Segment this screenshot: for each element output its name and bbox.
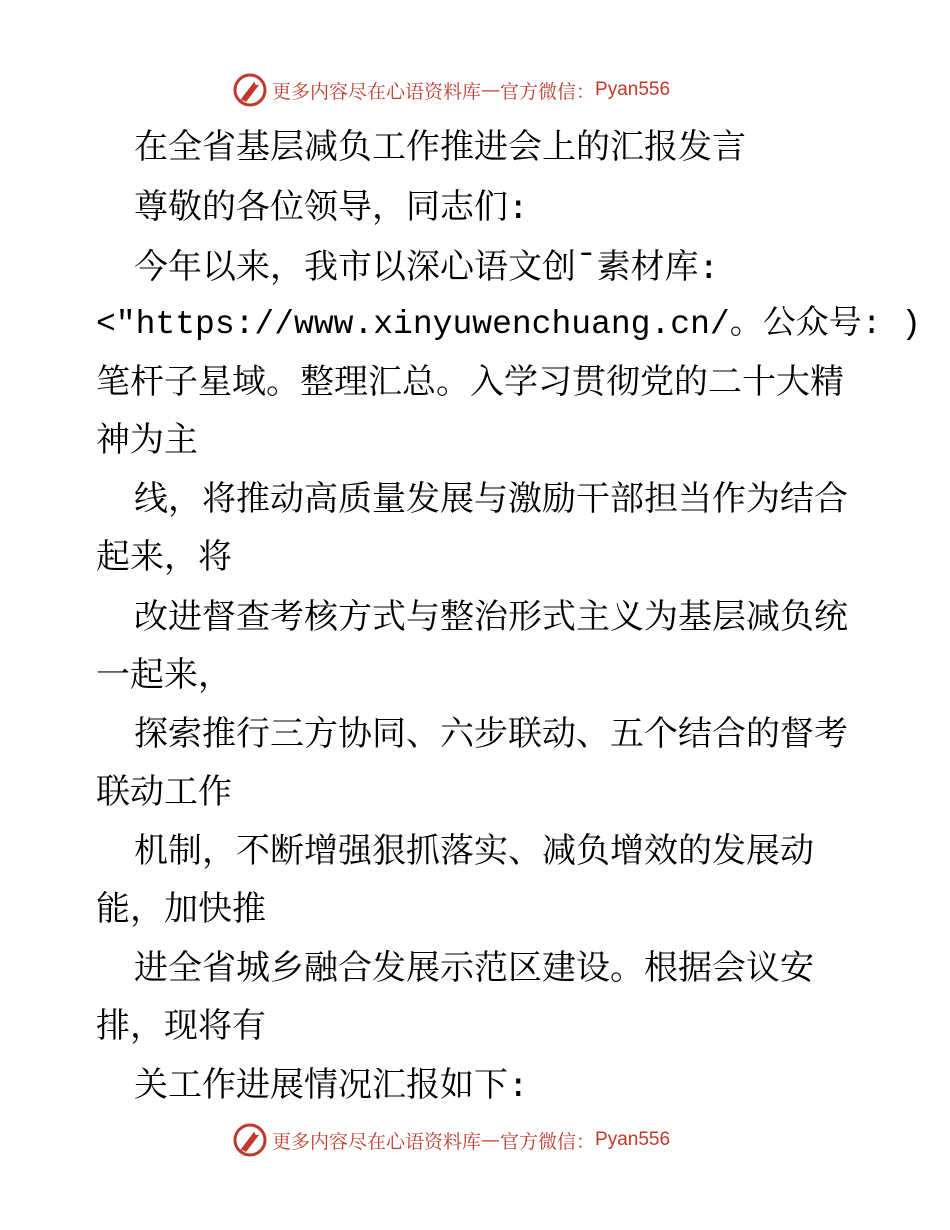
pen-circle-logo-icon xyxy=(232,72,268,108)
watermark-suffix: 官方微信： xyxy=(500,80,596,103)
watermark-text: 更多内容尽在心语资料库 xyxy=(272,80,482,103)
watermark-suffix: 官方微信： xyxy=(500,1130,596,1153)
text-line: 排，现将有 xyxy=(96,1006,266,1046)
text-line: 机制，不断增强狠抓落实、减负增效的发展动 xyxy=(134,831,814,871)
watermark-handle: Pyan556 xyxy=(595,1129,671,1150)
pen-circle-logo-icon xyxy=(232,1122,268,1158)
text-line: 神为主 xyxy=(96,420,198,460)
text-line: 尊敬的各位领导，同志们: xyxy=(134,187,529,227)
text-line: 改进督查考核方式与整治形式主义为基层减负统 xyxy=(134,597,848,637)
text-line-url: <"https://www.xinyuwenchuang.cn/。公众号: ) xyxy=(96,306,922,343)
watermark-banner-bottom xyxy=(232,1120,670,1160)
text-line: 笔杆子星域。整理汇总。入学习贯彻党的二十大精 xyxy=(96,362,844,402)
text-line: 进全省城乡融合发展示范区建设。根据会议安 xyxy=(134,948,814,988)
watermark-separator: — xyxy=(481,1129,501,1151)
text-line: 探索推行三方协同、六步联动、五个结合的督考 xyxy=(134,714,848,754)
text-line: 线，将推动高质量发展与激励干部担当作为结合 xyxy=(134,479,848,519)
text-line: 关工作进展情况汇报如下: xyxy=(134,1065,529,1105)
watermark-banner-top xyxy=(232,70,670,110)
text-line: 一起来， xyxy=(96,655,232,695)
text-line: 今年以来，我市以深心语文创¯素材库: xyxy=(134,247,719,287)
watermark-handle: Pyan556 xyxy=(595,79,671,100)
text-line: 起来，将 xyxy=(96,537,232,577)
text-line: 联动工作 xyxy=(96,772,232,812)
watermark-text: 更多内容尽在心语资料库 xyxy=(272,1130,482,1153)
text-line: 能，加快推 xyxy=(96,889,266,929)
document-title: 在全省基层减负工作推进会上的汇报发言 xyxy=(134,127,746,167)
watermark-separator: — xyxy=(481,79,501,101)
